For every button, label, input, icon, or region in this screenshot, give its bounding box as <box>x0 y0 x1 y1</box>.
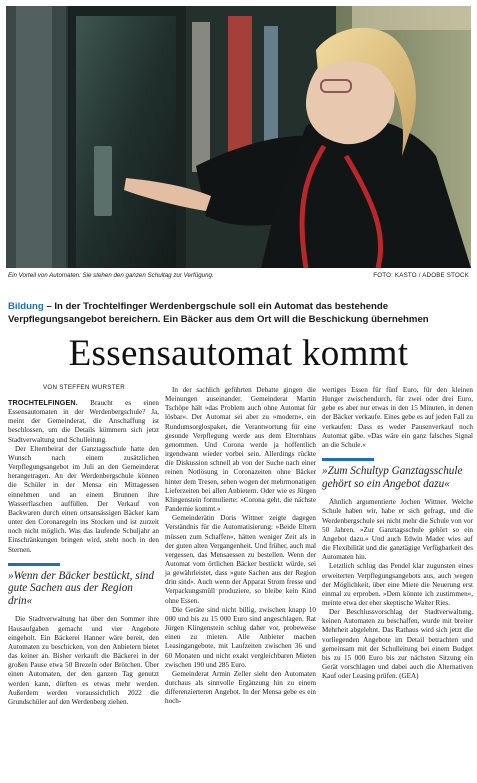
paragraph: Gemeinderätin Doris Wittner zeigte dagegen Verständnis für die Automatisierung: »Beide Eltern müssen zum Schaffen«, hätten weniger Zeit als in der guten alten Vergangenheit. Und früher, auch mal vergessen, das Mensaessen zu bestellen. Wenn der Automat vom örtlichen Bäcker bestückt würde, sei ja gewährleistet, dass »gute Sachen aus der Region drin sind«. Auch wenn der Apparat Strom fresse und Verpackungsmüll produziere, so bleibe kein Kind ohne Essen. <box>165 514 316 605</box>
paragraph: Die Geräte sind nicht billig, zwischen knapp 10 000 und bis zu 15 000 Euro sind angeschlagen. Rat Jürgen Klingenstein schlug daher vor, probeweise einen zu mieten. Alle Anbieter machen Leasingangebote, mit Laufzeiten zwischen 36 und 60 Monaten und nicht exakt vergleichbaren Mieten zwischen 190 und 285 Euro. <box>165 605 316 669</box>
paragraph: Die Stadtverwaltung hat über den Sommer ihre Hausaufgaben gemacht und vier Angebote eingeholt. Ein Bäckerei Hanner wäre bereit, den Automaten zu beschicken, von den Anbietern bietet das keiner an. Bisher verkauft die Bäckerei in der großen Pause etwa 50 Brezeln oder Brötchen. Über einen Automaten, der den ganzen Tag genutzt werden kann, dürften es etwas mehr werden. Außerdem werden voraussichtlich 2022 die Grundschüler auf den Werdenberg ziehen. <box>8 615 159 706</box>
pull-quote <box>322 458 473 490</box>
paragraph: In der sachlich geführten Debatte gingen die Meinungen auseinander. Gemeinderat Martin Tschöpe hält »das Problem auch ohne Automat für lösbar«. Der Automat sei aber zu »modern«, ein Rundumsorglospaket, die Verantwortung für eine gesunde Verpflegung werde aus dem Elternhaus genommen. Und Corona werde ja hoffentlich irgendwann wieder vorbei sein. Allerdings rückte die Diskussion schnell ab von der Suche nach einer reinen Notlösung in Coronazeiten ohne Bäcker hinter dem Tresen, sehen wogen der mehrmonatigen Lieferzeiten bei allen Anbietern. Oder wie es Jürgen Klingenstein formulierte: »Corona geht, die nächste Pandemie kommt.« <box>165 386 316 514</box>
article-column-1 <box>8 398 159 707</box>
paragraph: Der Beschlussvorschlag der Stadtverwaltung, keinen Automaten zu beschaffen, wurde mit breiter Mehrheit abgelehnt. Das Rathaus wird sich jetzt die vorliegenden Angebote im Detail betrachten und gemeinsam mit der Schulleitung bei einem Budget bis zu 15 000 Euro bis zur nächsten Sitzung ein Gerät vorschlagen und dabei auch die Alternativen Kauf oder Leasing prüfen. (GEA) <box>322 608 473 681</box>
article-photo <box>6 6 471 268</box>
article-column-2 <box>165 386 316 706</box>
headline: Essensautomat kommt <box>68 333 409 374</box>
paragraph: Letztlich schlug das Pendel klar zugunsten eines erweiterten Verpflegungsangebots aus, auch wegen der Möglichkeit, über eine Miete die Neuerung erst einmal zu erproben. »Dem könnte ich zustimmen«, meinte etwa der eher skeptische Walter Ries. <box>322 562 473 607</box>
paragraph: wertiges Essen für fünf Euro, für den kleinen Hunger zwischendurch, für zwei oder drei Euro, gebe es aber nur etwas in den 15 Minuten, in denen der Bäcker verkaufe. Eines gebe es auf jeden Fall zu verkaufen: Dass es weder Pausenverkauf noch Automat gäbe. »Das wäre ein ganz falsches Signal an die Schule.« <box>322 386 473 449</box>
quote-accent-bar <box>8 563 60 566</box>
quote-accent-bar <box>322 458 374 461</box>
dateline: TROCHTELFINGEN. <box>8 398 78 407</box>
teaser-text: – In der Trochtelfinger Werdenbergschule soll ein Automat das bestehende Verpflegungsangebot bereichern. Ein Bäcker aus dem Ort will die Beschickung übernehmen <box>8 301 429 326</box>
photo-caption: Ein Vorteil von Automaten: Sie stehen den ganzen Schultag zur Verfügung. <box>8 272 214 279</box>
byline: VON STEFFEN WURSTER <box>42 384 125 391</box>
vending-machine-photo <box>6 6 471 268</box>
quote-text: »Zum Schultyp Ganztagsschule gehört so ein Angebot dazu« <box>322 465 463 490</box>
paragraph: Gemeinderat Armin Zeller sieht den Automaten durchaus als sinnvolle Ergänzung hin zu einem differenzierteren Angebot. In der Mensa gebe es ein hoch- <box>165 669 316 706</box>
photo-credit: FOTO: KASTO / ADOBE STOCK <box>373 272 469 279</box>
paragraph: Der Elternbeirat der Ganztagsschule hatte den Wunsch nach einem zusätzlichen Verpflegungsangebot im Juli an den Gemeinderat herangetragen. An der Werdenbergschule können die Schüler in der Mensa ein Mittagessen einnehmen und an einem Brunnen ihre Wasserflaschen auffüllen. Der Verkauf von Backwaren durch einen ortsansässigen Bäcker kam unter den Coronaregeln ins Stocken und ist zurzeit noch nicht möglich. Was das laufende Schuljahr an Einschränkungen bringen wird, steht noch in den Sternen. <box>8 444 159 554</box>
paragraph: TROCHTELFINGEN. Braucht es einen Essensautomaten in der Werdenbergschule? Ja, meint der Gemeinderat, die Anschaffung ist beschlossen, um die Details kümmern sich jetzt Stadtverwaltung und Schulleitung. <box>8 398 159 444</box>
photo-caption-bar <box>6 271 471 283</box>
article-column-3 <box>322 386 473 681</box>
quote-text: »Wenn der Bäcker bestückt, sind gute Sachen aus der Region drin« <box>8 569 154 607</box>
kicker: Bildung <box>8 301 44 312</box>
pull-quote <box>8 563 159 608</box>
teaser <box>8 300 470 326</box>
paragraph: Ähnlich argumentierte Jochen Wittner. Welche Schule haben wir, habe er sich gefragt, und die Werdenbergschule sei nicht mehr die Schule von vor 50 Jahren. »Zur Ganztagsschule gehört so ein Angebot dazu.« Und auch Edwin Mader wies auf die Flexibilität und die ganztägige Verfügbarkeit des Automaten hin. <box>322 498 473 562</box>
